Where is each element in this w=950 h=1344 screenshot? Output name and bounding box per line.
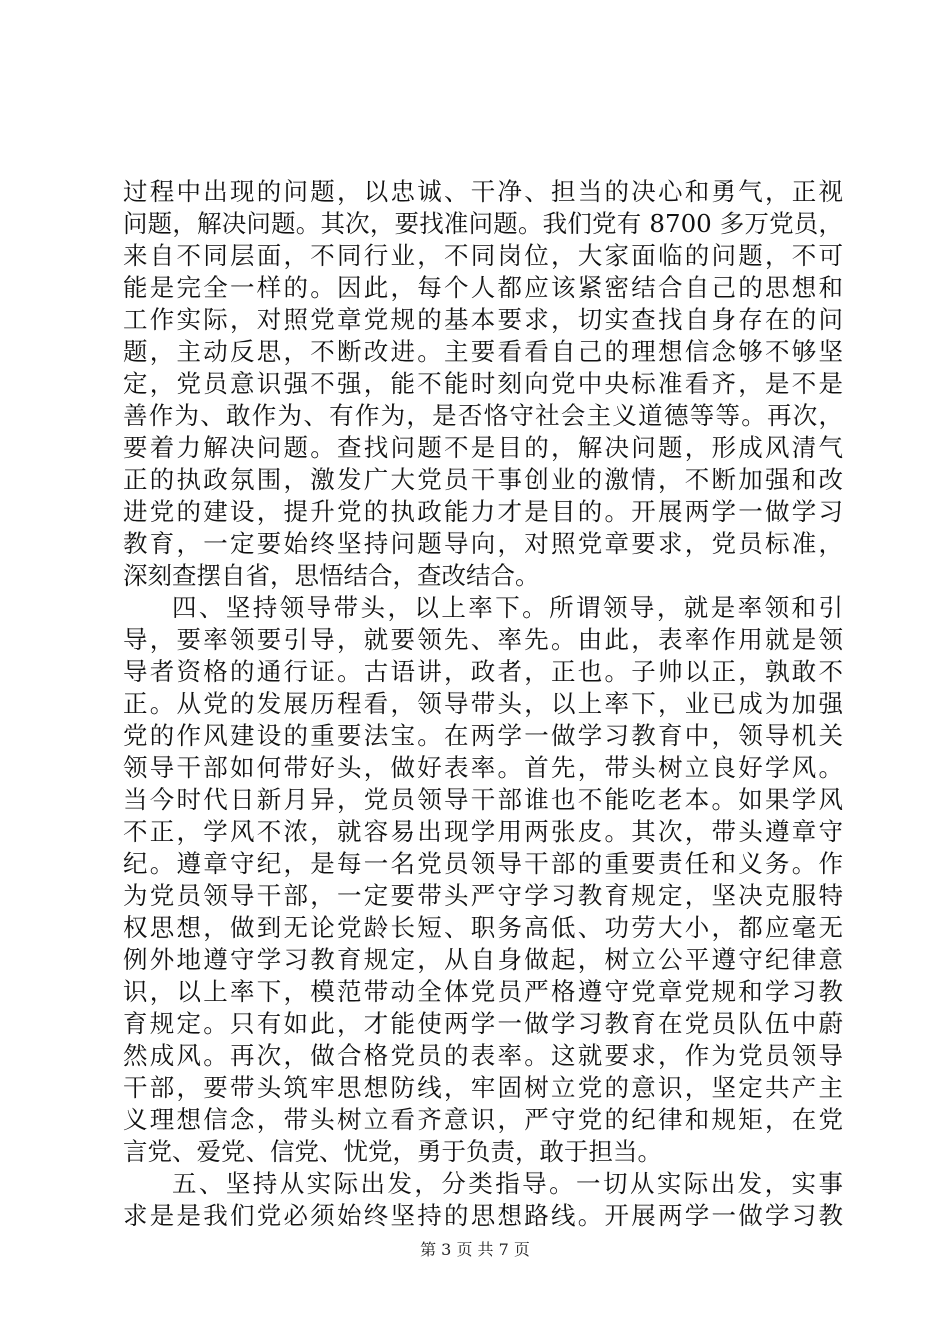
text-line: 来自不同层面，不同行业，不同岗位，大家面临的问题，不可 (123, 241, 843, 270)
text-line: 正的执政氛围，激发广大党员干事创业的激情，不断加强和改 (123, 465, 843, 494)
text-line: 能是完全一样的。因此，每个人都应该紧密结合自己的思想和 (123, 273, 843, 302)
text-line: 干部，要带头筑牢思想防线，牢固树立党的意识，坚定共产主 (123, 1073, 843, 1102)
text-line: 党的作风建设的重要法宝。在两学一做学习教育中，领导机关 (123, 721, 843, 750)
text-line: 义理想信念，带头树立看齐意识，严守党的纪律和规矩，在党 (123, 1105, 843, 1134)
text-line: 题，主动反思，不断改进。主要看看自己的理想信念够不够坚 (123, 337, 843, 366)
document-body (123, 176, 843, 1232)
text-line: 深刻查摆自省，思悟结合，查改结合。 (123, 561, 540, 590)
text-line: 正。从党的发展历程看，领导带头，以上率下，业已成为加强 (123, 689, 843, 718)
text-line: 教育，一定要始终坚持问题导向，对照党章要求，党员标准， (123, 529, 843, 558)
text-line: 进党的建设，提升党的执政能力才是目的。开展两学一做学习 (123, 497, 843, 526)
text-line: 工作实际，对照党章党规的基本要求，切实查找自身存在的问 (123, 305, 843, 334)
text-line: 言党、爱党、信党、忧党，勇于负责，敢于担当。 (123, 1137, 662, 1166)
text-line: 要着力解决问题。查找问题不是目的，解决问题，形成风清气 (123, 433, 843, 462)
text-line: 求是是我们党必须始终坚持的思想路线。开展两学一做学习教 (123, 1201, 843, 1230)
text-line: 四、坚持领导带头，以上率下。所谓领导，就是率领和引 (172, 593, 843, 622)
text-line: 导者资格的通行证。古语讲，政者，正也。子帅以正，孰敢不 (123, 657, 843, 686)
text-line: 识，以上率下，模范带动全体党员严格遵守党章党规和学习教 (123, 977, 843, 1006)
text-line: 过程中出现的问题，以忠诚、干净、担当的决心和勇气，正视 (123, 177, 843, 206)
text-line: 纪。遵章守纪，是每一名党员领导干部的重要责任和义务。作 (123, 849, 843, 878)
text-line: 领导干部如何带好头，做好表率。首先，带头树立良好学风。 (123, 753, 843, 782)
text-line: 定，党员意识强不强，能不能时刻向党中央标准看齐，是不是 (123, 369, 843, 398)
page-number-label: 第 3 页 共 7 页 (420, 1240, 530, 1259)
text-line: 五、坚持从实际出发，分类指导。一切从实际出发，实事 (172, 1169, 843, 1198)
page-footer (0, 1237, 950, 1260)
text-line: 问题，解决问题。其次，要找准问题。我们党有 8700 多万党员， (123, 209, 843, 238)
text-line: 例外地遵守学习教育规定，从自身做起，树立公平遵守纪律意 (123, 945, 843, 974)
text-line: 不正，学风不浓，就容易出现学用两张皮。其次，带头遵章守 (123, 817, 843, 846)
text-line: 当今时代日新月异，党员领导干部谁也不能吃老本。如果学风 (123, 785, 843, 814)
text-line: 导，要率领要引导，就要领先、率先。由此，表率作用就是领 (123, 625, 843, 654)
text-line: 权思想，做到无论党龄长短、职务高低、功劳大小，都应毫无 (123, 913, 843, 942)
text-line: 善作为、敢作为、有作为，是否恪守社会主义道德等等。再次， (123, 401, 843, 430)
text-line: 为党员领导干部，一定要带头严守学习教育规定，坚决克服特 (123, 881, 843, 910)
text-line: 育规定。只有如此，才能使两学一做学习教育在党员队伍中蔚 (123, 1009, 843, 1038)
text-line: 然成风。再次，做合格党员的表率。这就要求，作为党员领导 (123, 1041, 843, 1070)
